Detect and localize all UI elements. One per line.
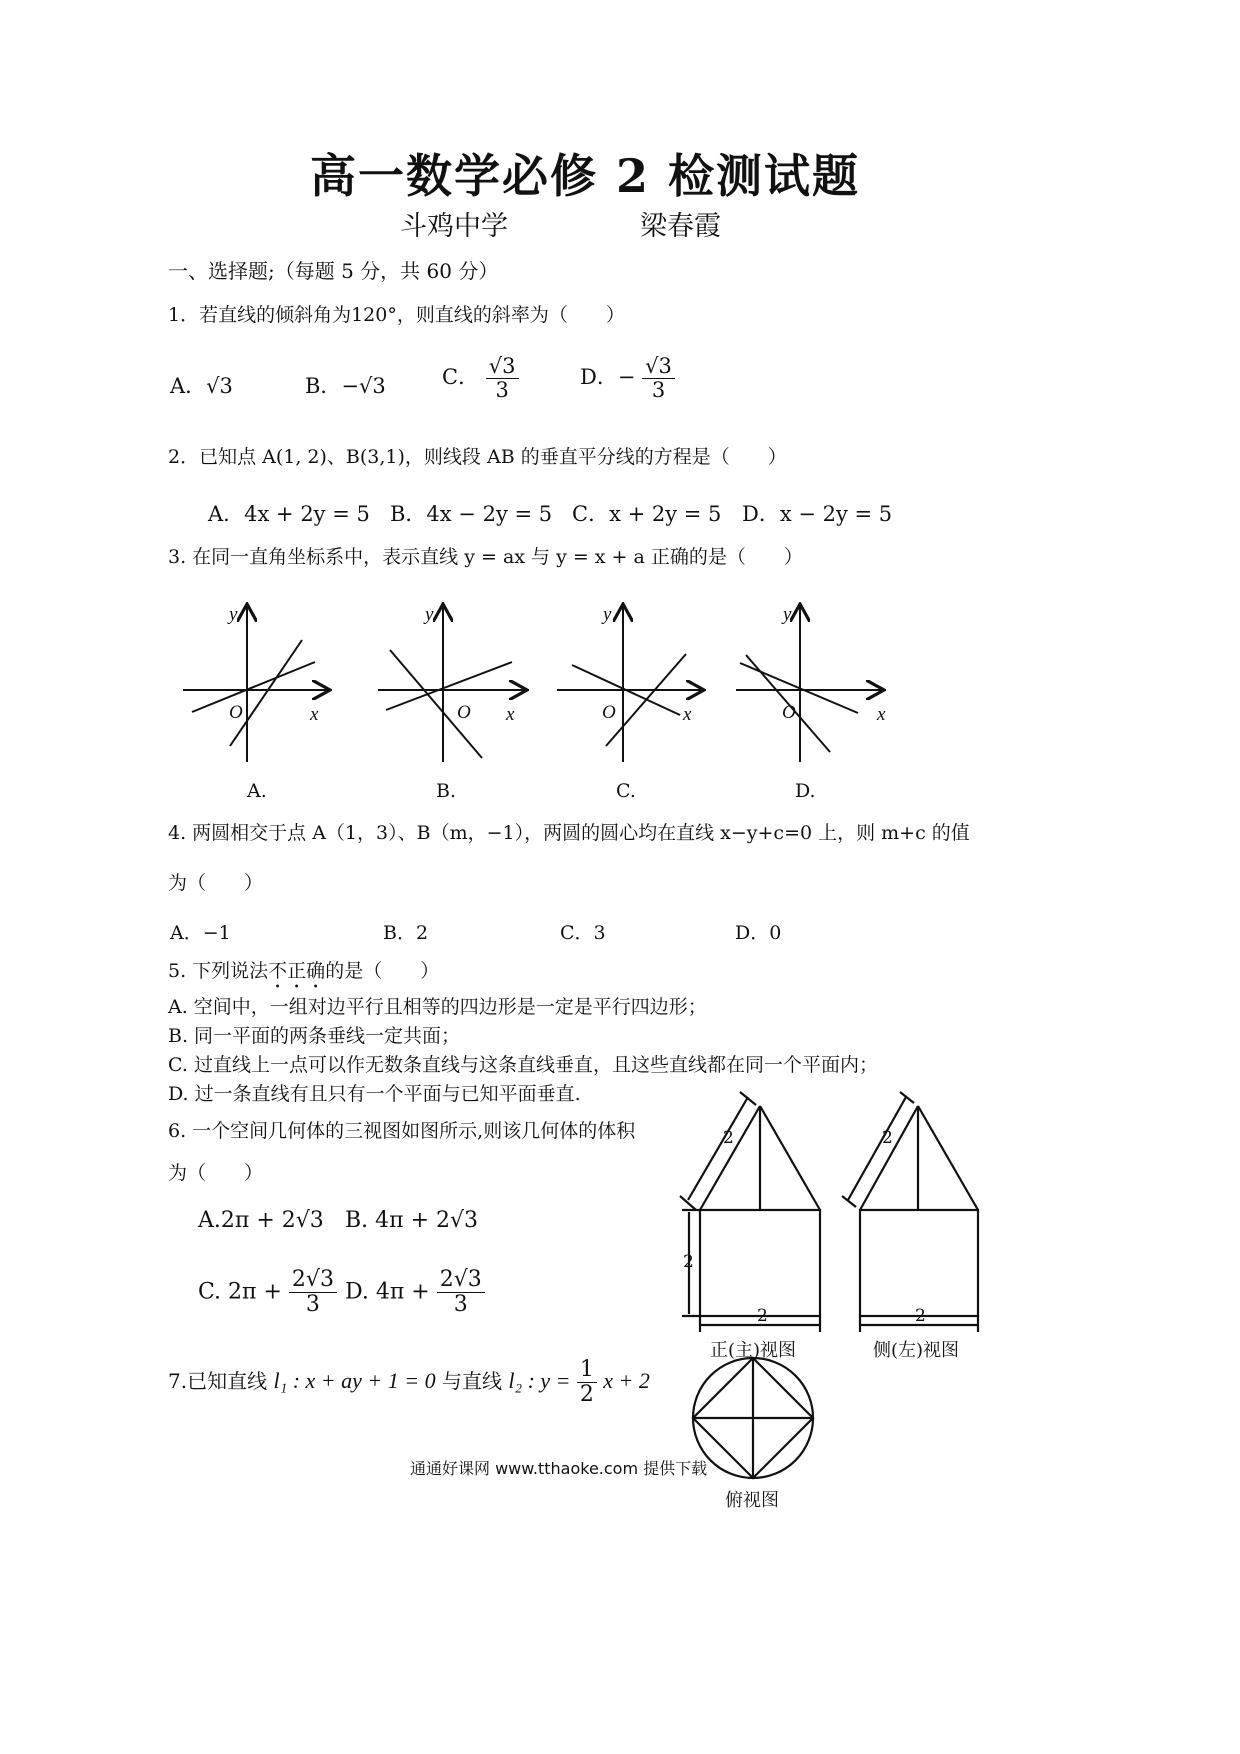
q7-line1-equation: l₁ : x + ay + 1 = 0: [273, 1368, 436, 1394]
q4-option-a: A．−1: [170, 922, 231, 944]
q6-option-c: [198, 1268, 337, 1317]
q7-pre: 7.已知直线: [168, 1369, 268, 1394]
q2-option-a: A．4x + 2y = 5: [208, 502, 370, 526]
q6-side-view: [842, 1092, 978, 1332]
q6-side-width-dim: 2: [915, 1306, 926, 1326]
q6-front-view: [680, 1092, 820, 1332]
q6-front-slant-dim: 2: [723, 1128, 734, 1148]
q6-option-c-label: C. 2π +: [198, 1279, 282, 1305]
q7-fraction-denominator: 2: [579, 1382, 594, 1408]
q1-option-a: A．√3: [170, 374, 233, 398]
page-title: 高一数学必修 2 检测试题: [310, 149, 861, 203]
q3-graph-c-y-label: y: [603, 604, 612, 625]
q1-stem: 1．若直线的倾斜角为120°，则直线的斜率为（ ）: [168, 304, 625, 326]
q6-front-view-label: 正(主)视图: [710, 1340, 797, 1361]
author-name: 梁春霞: [640, 211, 721, 242]
q5-option-d: D. 过一条直线有且只有一个平面与已知平面垂直.: [168, 1083, 581, 1105]
q2-stem: 2．已知点 A(1, 2)、B(3,1)，则线段 AB 的垂直平分线的方程是（ ）: [168, 446, 787, 468]
q6-option-b: B. 4π + 2√3: [345, 1208, 479, 1233]
q6-option-c-denominator: 3: [305, 1292, 320, 1318]
q4-option-c: C．3: [560, 922, 606, 944]
q3-graph-c-x-label: x: [683, 704, 692, 725]
q3-graph-b-label: B.: [436, 780, 457, 802]
q1-option-c-label: C．: [442, 365, 480, 390]
q3-graph-c-label: C.: [616, 780, 636, 802]
q6-option-d-denominator: 3: [453, 1292, 468, 1318]
q3-stem: 3. 在同一直角坐标系中，表示直线 y = ax 与 y = x + a 正确的是（ ）: [168, 546, 803, 568]
q6-side-view-label: 侧(左)视图: [873, 1340, 960, 1361]
q3-graph-d-y-label: y: [783, 604, 792, 625]
q3-graph-d-origin-label: O: [782, 702, 796, 723]
page-footer: 通通好课网 www.tthaoke.com 提供下载: [410, 1459, 708, 1478]
q1-option-c-numerator: √3: [486, 355, 519, 379]
q2-option-d: D．x − 2y = 5: [742, 502, 893, 526]
q5-stem: [168, 956, 439, 993]
q6-stem-line2: 为（ ）: [168, 1162, 264, 1184]
q5-stem-pre: 5. 下列说法: [168, 960, 269, 982]
q7-line2-equation: l₂ : y =: [508, 1368, 571, 1394]
q6-height-dim: 2: [683, 1252, 694, 1272]
q4-option-b: B．2: [383, 922, 429, 944]
q5-option-a: A. 空间中，一组对边平行且相等的四边形是一定是平行四边形；: [168, 996, 707, 1018]
q6-option-d-numerator: 2√3: [437, 1268, 485, 1293]
q7-mid: 与直线: [441, 1369, 502, 1394]
q6-side-slant-dim: 2: [882, 1128, 893, 1148]
q5-option-c: C. 过直线上一点可以作无数条直线与这条直线垂直，且这些直线都在同一个平面内；: [168, 1054, 878, 1076]
q6-top-view: [693, 1358, 813, 1478]
q3-graph-b-x-label: x: [506, 704, 515, 725]
q3-graph-b: [378, 606, 525, 762]
q6-option-d-label: D. 4π +: [345, 1279, 430, 1305]
q7-stem: [168, 1358, 650, 1407]
q4-option-d: D．0: [735, 922, 782, 944]
q3-graph-d-x-label: x: [877, 704, 886, 725]
q1-option-d-denominator: 3: [651, 378, 666, 403]
q6-option-a: A.2π + 2√3: [198, 1208, 324, 1233]
q3-graph-c: [557, 606, 702, 762]
q3-graph-a-y-label: y: [229, 604, 238, 625]
section-heading: 一、选择题;（每题 5 分，共 60 分）: [168, 259, 499, 283]
school-name: 斗鸡中学: [400, 211, 508, 242]
q6-front-width-dim: 2: [757, 1306, 768, 1326]
q6-stem-line1: 6. 一个空间几何体的三视图如图所示,则该几何体的体积: [168, 1120, 636, 1142]
q1-option-c-denominator: 3: [495, 378, 509, 403]
q3-graph-c-origin-label: O: [602, 702, 616, 723]
q4-stem-line2: 为（ ）: [168, 872, 264, 894]
q2-option-c: C．x + 2y = 5: [572, 502, 722, 526]
q2-option-b: B．4x − 2y = 5: [390, 502, 553, 526]
q1-option-d-label: D．−: [580, 365, 636, 390]
q7-line2-tail: x + 2: [603, 1368, 650, 1394]
q5-stem-emphasis: 不正确: [268, 960, 326, 982]
q1-option-d-numerator: √3: [642, 355, 675, 379]
q5-stem-post: 的是（ ）: [325, 960, 440, 982]
q3-graph-b-y-label: y: [425, 604, 434, 625]
q3-graph-b-origin-label: O: [457, 702, 471, 723]
q6-option-c-numerator: 2√3: [289, 1268, 337, 1293]
q5-option-b: B. 同一平面的两条垂线一定共面；: [168, 1025, 461, 1047]
q6-top-view-label: 俯视图: [725, 1490, 779, 1511]
q3-graph-d-label: D.: [795, 780, 816, 802]
q7-fraction-numerator: 1: [577, 1358, 597, 1383]
q1-option-b: B．−√3: [305, 374, 386, 398]
q3-graph-a-origin-label: O: [229, 702, 243, 723]
q4-stem-line1: 4. 两圆相交于点 A（1，3）、B（m，−1），两圆的圆心均在直线 x−y+c=0 上，则 m+c 的值: [168, 822, 970, 844]
q3-graph-a-label: A.: [247, 780, 267, 802]
q3-graph-a-x-label: x: [310, 704, 319, 725]
q6-option-d: [345, 1268, 485, 1317]
q3-graph-a: [183, 606, 328, 762]
q3-graph-d: [736, 606, 882, 762]
